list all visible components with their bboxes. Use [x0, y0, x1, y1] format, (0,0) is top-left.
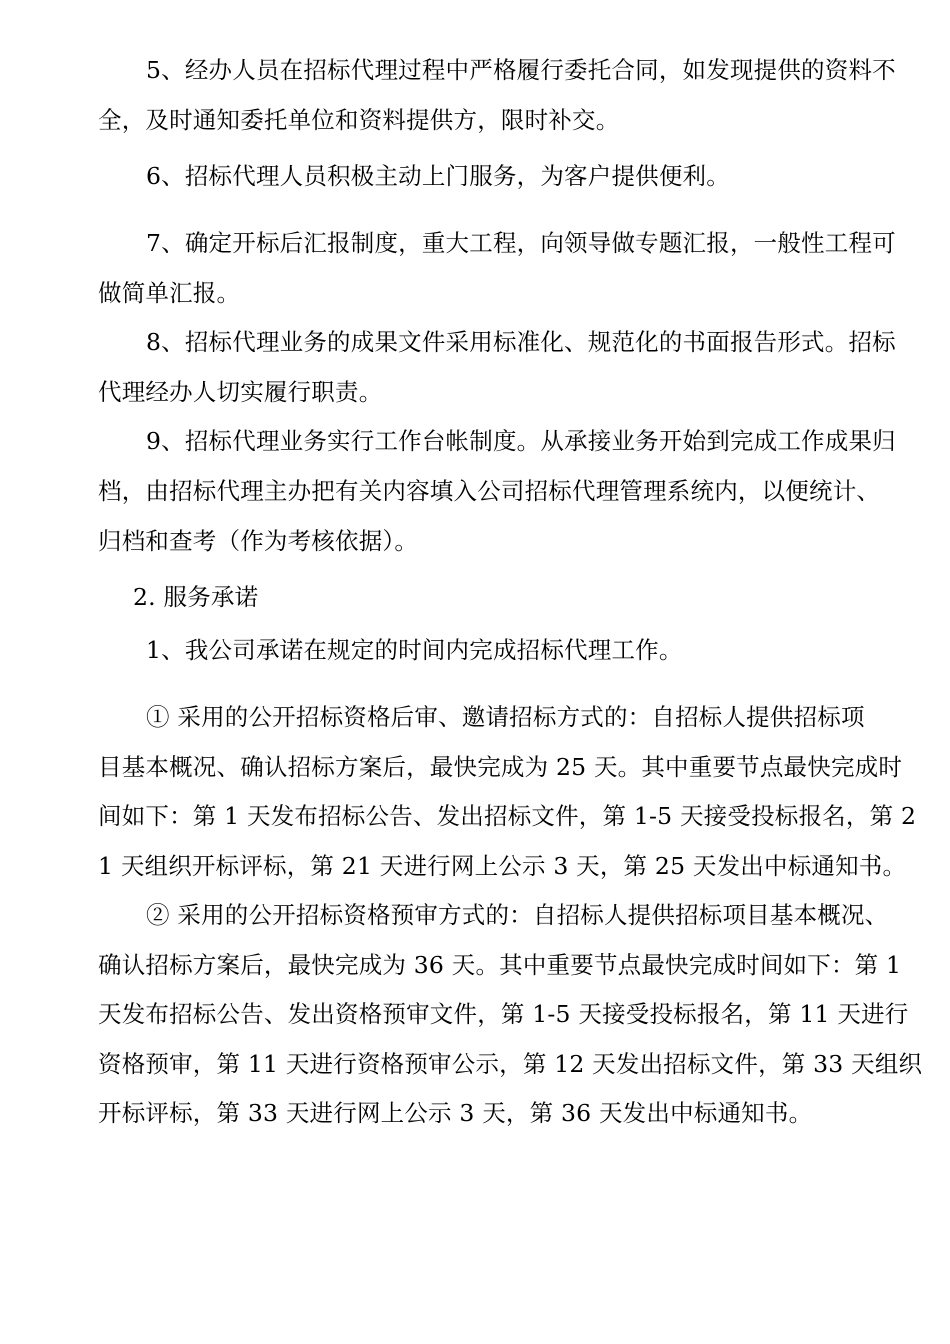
- item-1-line-3: 间如下：第 1 天发布招标公告、发出招标文件，第 1-5 天接受投标报名，第 2: [98, 802, 917, 830]
- paragraph-7-line-2: 做简单汇报。: [98, 279, 241, 307]
- paragraph-5-line-2: 全，及时通知委托单位和资料提供方，限时补交。: [98, 106, 620, 134]
- commitment-1-line-1: 1、我公司承诺在规定的时间内完成招标代理工作。: [146, 636, 683, 664]
- item-1-line-2: 目基本概况、确认招标方案后，最快完成为 25 天。其中重要节点最快完成时: [98, 753, 903, 781]
- paragraph-9-line-3: 归档和查考（作为考核依据）。: [98, 527, 419, 555]
- item-1-line-4: 1 天组织开标评标，第 21 天进行网上公示 3 天，第 25 天发出中标通知书。: [98, 852, 907, 880]
- item-2-line-2: 确认招标方案后，最快完成为 36 天。其中重要节点最快完成时间如下：第 1: [98, 951, 902, 979]
- item-2-line-4: 资格预审，第 11 天进行资格预审公示，第 12 天发出招标文件，第 33 天组织: [98, 1050, 923, 1078]
- paragraph-6-line-1: 6、招标代理人员积极主动上门服务，为客户提供便利。: [146, 162, 730, 190]
- paragraph-8-line-2: 代理经办人切实履行职责。: [98, 378, 383, 406]
- item-2-line-5: 开标评标，第 33 天进行网上公示 3 天，第 36 天发出中标通知书。: [98, 1099, 813, 1127]
- item-2-line-3: 天发布招标公告、发出资格预审文件，第 1-5 天接受投标报名，第 11 天进行: [98, 1000, 909, 1028]
- item-1-line-1: ① 采用的公开招标资格后审、邀请招标方式的：自招标人提供招标项: [146, 703, 865, 731]
- section-heading: 2. 服务承诺: [133, 583, 259, 611]
- paragraph-5-line-1: 5、经办人员在招标代理过程中严格履行委托合同，如发现提供的资料不: [146, 56, 896, 84]
- paragraph-7-line-1: 7、确定开标后汇报制度，重大工程，向领导做专题汇报，一般性工程可: [146, 229, 896, 257]
- paragraph-8-line-1: 8、招标代理业务的成果文件采用标准化、规范化的书面报告形式。招标: [146, 328, 896, 356]
- paragraph-9-line-2: 档，由招标代理主办把有关内容填入公司招标代理管理系统内，以便统计、: [98, 477, 881, 505]
- paragraph-9-line-1: 9、招标代理业务实行工作台帐制度。从承接业务开始到完成工作成果归: [146, 427, 896, 455]
- item-2-line-1: ② 采用的公开招标资格预审方式的：自招标人提供招标项目基本概况、: [146, 901, 889, 929]
